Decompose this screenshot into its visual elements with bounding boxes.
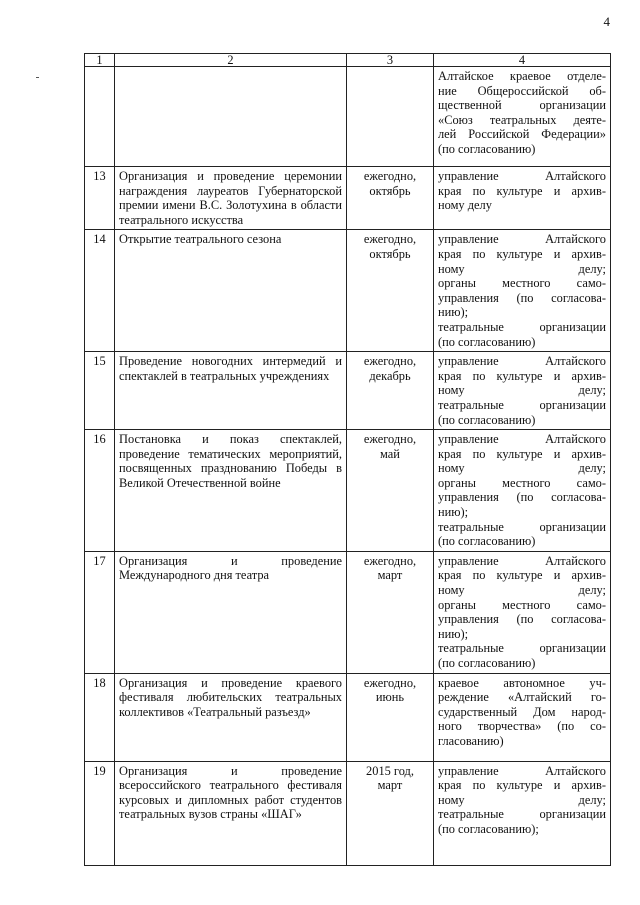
responsible-line: управления (по согласова- — [438, 290, 606, 305]
responsible-line: ние Общероссийской об- — [438, 83, 606, 98]
responsible-line: ному делу; — [438, 261, 606, 276]
events-table — [84, 53, 611, 866]
date-cell — [347, 67, 434, 167]
date-line: ежегодно, — [363, 432, 417, 447]
date-line: ежегодно, — [363, 354, 417, 369]
column-number: 4 — [434, 54, 611, 67]
responsible-line: щественной организации — [438, 98, 606, 113]
responsible-line: управление Алтайского — [438, 432, 606, 447]
responsible-line: (по согласованию) — [438, 656, 536, 670]
responsible-line: театральные организации — [438, 319, 606, 334]
event-cell — [115, 67, 347, 167]
responsible-line: гласованию) — [438, 733, 504, 748]
row-number-cell: 18 — [85, 673, 115, 761]
row-number-cell — [85, 67, 115, 167]
date-cell — [347, 430, 434, 552]
responsible-line: края по культуре и архив- — [438, 778, 606, 793]
responsible-line: ному делу; — [438, 792, 606, 807]
row-number-cell: 19 — [85, 761, 115, 865]
row-number-cell: 13 — [85, 167, 115, 230]
responsible-line: нию); — [438, 305, 469, 320]
responsible-line: «Союз театральных деяте- — [438, 112, 606, 127]
responsible-line: ному делу — [438, 198, 492, 213]
date-cell — [347, 551, 434, 673]
date-line: июнь — [375, 690, 405, 705]
responsible-line: ного творчества» (по со- — [438, 719, 606, 734]
responsible-cell — [434, 551, 611, 673]
event-cell: Проведение новогодних интермедий и спектаклей в театральных учреждениях — [115, 352, 347, 430]
date-line: ежегодно, — [363, 553, 417, 568]
date-cell — [347, 230, 434, 352]
responsible-line: края по культуре и архив- — [438, 183, 606, 198]
responsible-line: управления (по согласова- — [438, 490, 606, 505]
date-cell — [347, 673, 434, 761]
responsible-line: края по культуре и архив- — [438, 568, 606, 583]
responsible-line: управление Алтайского — [438, 232, 606, 247]
responsible-line: управление Алтайского — [438, 354, 606, 369]
date-line: май — [380, 446, 400, 461]
event-cell: Организация и проведение краевого фестиваля любительских театральных коллективов «Театральный разъезд» — [115, 673, 347, 761]
responsible-line: сударственный Дом народ- — [438, 704, 606, 719]
page-number: 4 — [603, 14, 610, 29]
table-row — [85, 551, 611, 673]
responsible-line: ному делу; — [438, 583, 606, 598]
responsible-cell — [434, 167, 611, 230]
date-line: 2015 год, — [366, 763, 414, 778]
responsible-line: театральные организации — [438, 807, 606, 822]
date-line: октябрь — [369, 183, 411, 198]
responsible-line: Алтайское краевое отделе- — [438, 69, 606, 83]
table-row — [85, 430, 611, 552]
event-cell: Постановка и показ спектаклей, проведение тематических мероприятий, посвященных празднованию Победы в Великой Отечественной войне — [115, 430, 347, 552]
date-line: ежегодно, — [363, 169, 417, 183]
event-cell: Организация и проведение всероссийского театрального фестиваля курсовых и дипломных работ студентов театральных вузов страны «ШАГ» — [115, 761, 347, 865]
event-cell: Открытие театрального сезона — [115, 230, 347, 352]
table-row — [85, 167, 611, 230]
responsible-cell — [434, 67, 611, 167]
responsible-cell — [434, 761, 611, 865]
column-number: 1 — [85, 54, 115, 67]
responsible-line: ному делу; — [438, 461, 606, 476]
scan-mark — [36, 77, 39, 78]
responsible-line: (по согласованию); — [438, 821, 539, 836]
date-line: март — [377, 568, 403, 583]
row-number-cell: 17 — [85, 551, 115, 673]
column-number: 2 — [115, 54, 347, 67]
responsible-line: края по культуре и архив- — [438, 368, 606, 383]
responsible-line: краевое автономное уч- — [438, 675, 606, 690]
date-line: октябрь — [369, 246, 411, 261]
responsible-line: органы местного само- — [438, 597, 606, 612]
table-row — [85, 230, 611, 352]
responsible-line: лей Российской Федерации» — [438, 127, 606, 142]
responsible-cell — [434, 352, 611, 430]
event-cell: Организация и проведение Международного дня театра — [115, 551, 347, 673]
event-cell: Организация и проведение церемонии награждения лауреатов Губернаторской премии имени В.С. Золотухина в области театрального искусства — [115, 167, 347, 230]
date-cell — [347, 761, 434, 865]
responsible-line: (по согласованию) — [438, 334, 536, 349]
date-cell — [347, 167, 434, 230]
responsible-line: органы местного само- — [438, 276, 606, 291]
table-row — [85, 673, 611, 761]
responsible-cell — [434, 673, 611, 761]
date-line: март — [377, 778, 403, 793]
responsible-line: театральные организации — [438, 397, 606, 412]
responsible-line: театральные организации — [438, 641, 606, 656]
date-line: декабрь — [369, 368, 411, 383]
responsible-line: нию); — [438, 505, 469, 520]
responsible-line: ному делу; — [438, 383, 606, 398]
responsible-line: управление Алтайского — [438, 169, 606, 183]
responsible-line: театральные организации — [438, 519, 606, 534]
row-number-cell: 16 — [85, 430, 115, 552]
responsible-line: управление Алтайского — [438, 553, 606, 568]
responsible-line: (по согласованию) — [438, 141, 536, 156]
column-number: 3 — [347, 54, 434, 67]
responsible-line: управление Алтайского — [438, 763, 606, 778]
responsible-line: (по согласованию) — [438, 412, 536, 427]
column-number-row — [85, 54, 611, 67]
responsible-cell — [434, 230, 611, 352]
responsible-cell — [434, 430, 611, 552]
date-line: ежегодно, — [363, 675, 417, 690]
row-number-cell: 14 — [85, 230, 115, 352]
responsible-line: нию); — [438, 626, 469, 641]
responsible-line: управления (по согласова- — [438, 612, 606, 627]
row-number-cell: 15 — [85, 352, 115, 430]
continuation-row — [85, 67, 611, 167]
responsible-line: органы местного само- — [438, 475, 606, 490]
table-row — [85, 352, 611, 430]
responsible-line: края по культуре и архив- — [438, 246, 606, 261]
table-row — [85, 761, 611, 865]
date-line: ежегодно, — [363, 232, 417, 247]
responsible-line: реждение «Алтайский го- — [438, 690, 606, 705]
date-cell — [347, 352, 434, 430]
responsible-line: (по согласованию) — [438, 534, 536, 549]
responsible-line: края по культуре и архив- — [438, 446, 606, 461]
